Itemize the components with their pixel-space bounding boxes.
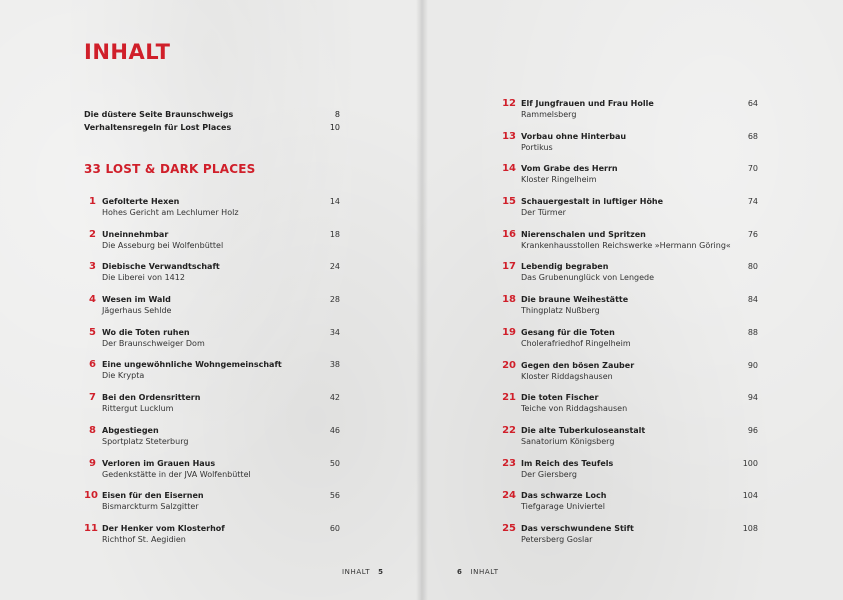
entry-number: 11	[84, 522, 98, 534]
entry-number: 20	[502, 359, 516, 371]
toc-entry[interactable]	[84, 458, 340, 491]
toc-entry[interactable]	[500, 360, 758, 393]
entry-title: Bei den Ordensrittern	[102, 393, 201, 403]
entry-title: Diebische Verwandtschaft	[102, 262, 220, 272]
entry-title: Gegen den bösen Zauber	[521, 360, 635, 370]
entry-title: Uneinnehmbar	[102, 229, 169, 239]
entry-title: Wesen im Wald	[102, 295, 171, 305]
entry-page: 18	[329, 229, 340, 239]
entry-title: Die toten Fischer	[521, 393, 599, 403]
toc-entry[interactable]	[84, 490, 340, 523]
entry-number: 18	[502, 294, 516, 306]
entry-title: Die braune Weihestätte	[521, 295, 629, 305]
entry-subtitle: Der Giersberg	[521, 469, 577, 479]
left-page	[0, 0, 421, 600]
entry-number: 9	[89, 457, 96, 469]
entry-title: Vorbau ohne Hinterbau	[521, 131, 627, 141]
toc-entry[interactable]	[500, 98, 758, 131]
entry-page: 80	[747, 262, 758, 272]
entry-subtitle: Petersberg Goslar	[521, 534, 593, 544]
toc-entry[interactable]	[84, 327, 340, 360]
right-page	[421, 0, 843, 600]
toc-entry[interactable]	[84, 523, 340, 556]
toc-list-right	[500, 98, 758, 556]
entry-number: 15	[502, 196, 516, 208]
toc-entry[interactable]	[500, 327, 758, 360]
entry-subtitle: Cholerafriedhof Ringelheim	[521, 338, 631, 348]
entry-page: 96	[747, 425, 758, 435]
toc-entry[interactable]	[84, 196, 340, 229]
entry-title: Gesang für die Toten	[521, 327, 615, 337]
entry-page: 108	[742, 523, 758, 533]
entry-number: 16	[502, 228, 516, 240]
entry-subtitle: Jägerhaus Sehlde	[102, 306, 172, 316]
section-title: 33 LOST & DARK PLACES	[84, 162, 256, 176]
entry-number: 19	[502, 326, 516, 338]
entry-title: Eisen für den Eisernen	[102, 491, 204, 501]
footer-right	[457, 568, 499, 576]
entry-number: 13	[502, 130, 516, 142]
entry-number: 23	[502, 457, 516, 469]
entry-subtitle: Hohes Gericht am Lechlumer Holz	[102, 208, 239, 217]
footer-left	[342, 568, 384, 576]
intro-item-page: 8	[334, 110, 340, 119]
entry-title: Das schwarze Loch	[521, 491, 607, 501]
entry-title: Lebendig begraben	[521, 262, 609, 272]
entry-page: 46	[329, 425, 340, 435]
entry-subtitle: Rammelsberg	[521, 110, 577, 119]
page-number: 5	[378, 568, 384, 576]
toc-entry[interactable]	[500, 229, 758, 262]
entry-number: 7	[89, 392, 96, 404]
entry-subtitle: Portikus	[521, 142, 553, 152]
entry-title: Vom Grabe des Herrn	[521, 164, 618, 174]
entry-number: 6	[89, 359, 96, 371]
entry-subtitle: Der Türmer	[521, 208, 566, 218]
entry-number: 14	[502, 163, 516, 175]
toc-entry[interactable]	[84, 392, 340, 425]
intro-item-title: Verhaltensregeln für Lost Places	[84, 123, 232, 132]
entry-number: 22	[502, 424, 516, 436]
entry-title: Elf Jungfrauen und Frau Holle	[521, 99, 654, 108]
entry-title: Abgestiegen	[102, 425, 159, 435]
entry-subtitle: Sanatorium Königsberg	[521, 436, 615, 446]
entry-title: Die alte Tuberkuloseanstalt	[521, 425, 646, 435]
toc-list-left	[84, 196, 340, 556]
book-gutter	[416, 0, 428, 600]
toc-entry[interactable]	[84, 425, 340, 458]
intro-item[interactable]	[84, 123, 340, 136]
entry-number: 4	[89, 294, 96, 306]
entry-page: 68	[747, 131, 758, 141]
toc-entry[interactable]	[500, 458, 758, 491]
entry-number: 10	[84, 490, 98, 502]
entry-subtitle: Krankenhausstollen Reichswerke »Hermann Göring«	[521, 240, 731, 250]
toc-entry[interactable]	[84, 261, 340, 294]
toc-entry[interactable]	[500, 196, 758, 229]
entry-page: 104	[742, 491, 758, 501]
entry-subtitle: Rittergut Lucklum	[102, 404, 174, 414]
entry-subtitle: Die Liberei von 1412	[102, 273, 185, 283]
entry-subtitle: Kloster Ringelheim	[521, 175, 597, 185]
entry-number: 8	[89, 424, 96, 436]
entry-number: 2	[89, 228, 96, 240]
toc-entry[interactable]	[500, 163, 758, 196]
toc-entry[interactable]	[500, 425, 758, 458]
entry-number: 5	[89, 326, 96, 338]
entry-title: Eine ungewöhnliche Wohngemeinschaft	[102, 360, 282, 370]
entry-title: Im Reich des Teufels	[521, 458, 614, 468]
entry-subtitle: Kloster Riddagshausen	[521, 371, 613, 381]
entry-subtitle: Gedenkstätte in der JVA Wolfenbüttel	[102, 469, 251, 479]
entry-page: 50	[329, 458, 340, 468]
toc-entry[interactable]	[84, 229, 340, 262]
entry-page: 90	[747, 360, 758, 370]
intro-item-title: Die düstere Seite Braunschweigs	[84, 110, 234, 119]
entry-number: 17	[502, 261, 516, 273]
entry-title: Der Henker vom Klosterhof	[102, 523, 225, 533]
entry-subtitle: Das Grubenunglück von Lengede	[521, 273, 655, 283]
toc-entry[interactable]	[500, 392, 758, 425]
entry-page: 94	[747, 393, 758, 403]
entry-subtitle: Thingplatz Nußberg	[521, 306, 600, 316]
entry-page: 38	[329, 360, 340, 370]
entry-page: 24	[329, 262, 340, 272]
entry-title: Schauergestalt in luftiger Höhe	[521, 197, 664, 207]
entry-subtitle: Der Braunschweiger Dom	[102, 338, 205, 348]
entry-page: 14	[329, 197, 340, 206]
footer-label: INHALT	[470, 568, 499, 576]
entry-subtitle: Die Krypta	[102, 371, 145, 381]
entry-subtitle: Teiche von Riddagshausen	[521, 404, 628, 414]
entry-page: 84	[747, 295, 758, 305]
entry-number: 1	[89, 196, 96, 207]
entry-page: 56	[329, 491, 340, 501]
entry-number: 25	[502, 522, 516, 534]
entry-page: 88	[747, 327, 758, 337]
entry-number: 12	[502, 98, 516, 109]
intro-list	[84, 110, 340, 136]
entry-title: Verloren im Grauen Haus	[102, 458, 216, 468]
entry-subtitle: Sportplatz Steterburg	[102, 436, 189, 446]
intro-item-page: 10	[329, 123, 340, 132]
entry-subtitle: Tiefgarage Univiertel	[521, 502, 605, 512]
entry-subtitle: Die Asseburg bei Wolfenbüttel	[102, 240, 224, 250]
entry-page: 100	[742, 458, 758, 468]
entry-subtitle: Bismarckturm Salzgitter	[102, 502, 199, 512]
entry-page: 74	[747, 197, 758, 207]
entry-page: 60	[329, 523, 340, 533]
entry-page: 76	[747, 229, 758, 239]
toc-entry[interactable]	[500, 131, 758, 164]
toc-entry[interactable]	[500, 261, 758, 294]
entry-page: 64	[747, 99, 758, 108]
entry-subtitle: Richthof St. Aegidien	[102, 534, 186, 544]
entry-number: 24	[502, 490, 516, 502]
entry-page: 42	[329, 393, 340, 403]
toc-entry[interactable]	[500, 294, 758, 327]
toc-entry[interactable]	[84, 359, 340, 392]
entry-page: 70	[747, 164, 758, 174]
page-title: INHALT	[84, 40, 171, 64]
entry-number: 3	[89, 261, 96, 273]
entry-page: 28	[329, 295, 340, 305]
entry-title: Gefolterte Hexen	[102, 197, 180, 206]
entry-title: Das verschwundene Stift	[521, 523, 634, 533]
toc-entry[interactable]	[500, 523, 758, 556]
page-number: 6	[457, 568, 463, 576]
entry-number: 21	[502, 392, 516, 404]
footer-label: INHALT	[342, 568, 371, 576]
intro-item[interactable]	[84, 110, 340, 123]
toc-entry[interactable]	[84, 294, 340, 327]
entry-title: Nierenschalen und Spritzen	[521, 229, 646, 239]
toc-entry[interactable]	[500, 490, 758, 523]
entry-page: 34	[329, 327, 340, 337]
entry-title: Wo die Toten ruhen	[102, 327, 190, 337]
